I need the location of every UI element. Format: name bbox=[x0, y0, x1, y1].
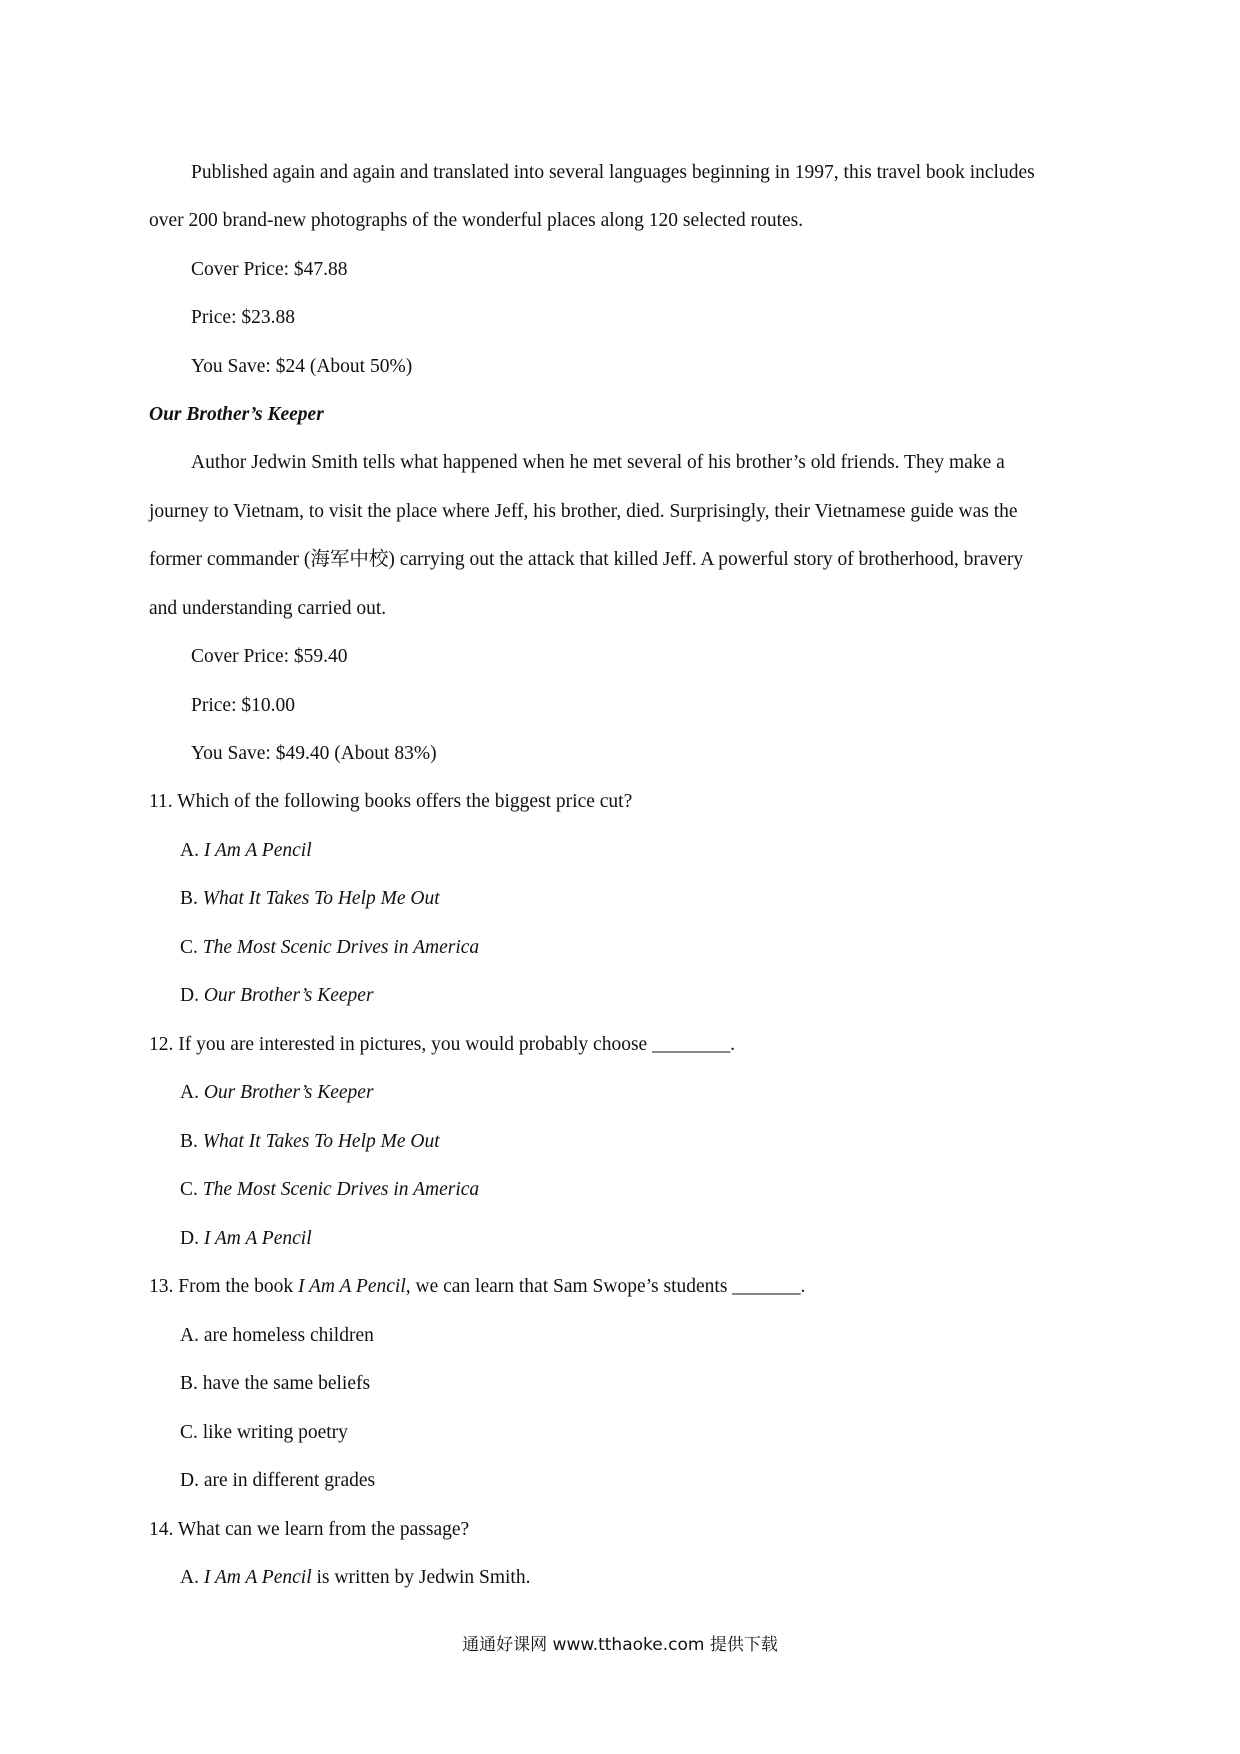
book4-description-line-2: journey to Vietnam, to visit the place where Jeff, his brother, died. Surprisingly, their Vietnamese guide was the bbox=[149, 501, 1018, 522]
book4-you-save: You Save: $49.40 (About 83%) bbox=[191, 743, 437, 764]
question-12-option-d: D. I Am A Pencil bbox=[180, 1228, 312, 1249]
question-11-stem: 11. Which of the following books offers the biggest price cut? bbox=[149, 791, 633, 812]
book4-description-line-3: former commander (海军中校) carrying out the attack that killed Jeff. A powerful story of brotherhood, bravery bbox=[149, 549, 1024, 570]
question-13-option-c: C. like writing poetry bbox=[180, 1422, 348, 1443]
book3-cover-price: Cover Price: $47.88 bbox=[191, 259, 348, 280]
question-13-option-a: A. are homeless children bbox=[180, 1325, 374, 1346]
page-footer: 通通好课网 www.tthaoke.com 提供下载 bbox=[462, 1635, 778, 1655]
question-11-option-d: D. Our Brother’s Keeper bbox=[180, 985, 374, 1006]
book4-cover-price: Cover Price: $59.40 bbox=[191, 646, 348, 667]
question-11-option-b: B. What It Takes To Help Me Out bbox=[180, 888, 440, 909]
question-12-option-c: C. The Most Scenic Drives in America bbox=[180, 1179, 480, 1200]
book4-title: Our Brother’s Keeper bbox=[149, 404, 324, 425]
book3-description-line-2: over 200 brand-new photographs of the wonderful places along 120 selected routes. bbox=[149, 210, 804, 231]
question-12-stem: 12. If you are interested in pictures, you would probably choose ________. bbox=[149, 1034, 735, 1055]
book3-you-save: You Save: $24 (About 50%) bbox=[191, 356, 413, 377]
book4-description-line-4: and understanding carried out. bbox=[149, 598, 387, 619]
book3-description-line-1: Published again and again and translated into several languages beginning in 1997, this travel book includes bbox=[191, 162, 1035, 183]
book3-price: Price: $23.88 bbox=[191, 307, 295, 328]
book4-price: Price: $10.00 bbox=[191, 695, 295, 716]
question-11-option-c: C. The Most Scenic Drives in America bbox=[180, 937, 480, 958]
question-12-option-b: B. What It Takes To Help Me Out bbox=[180, 1131, 440, 1152]
question-13-stem: 13. From the book I Am A Pencil, we can learn that Sam Swope’s students _______. bbox=[149, 1276, 806, 1297]
question-12-option-a: A. Our Brother’s Keeper bbox=[180, 1082, 374, 1103]
question-13-option-b: B. have the same beliefs bbox=[180, 1373, 371, 1394]
question-13-option-d: D. are in different grades bbox=[180, 1470, 376, 1491]
book4-description-line-1: Author Jedwin Smith tells what happened when he met several of his brother’s old friends. They make a bbox=[191, 452, 1005, 473]
question-14-stem: 14. What can we learn from the passage? bbox=[149, 1519, 470, 1540]
question-11-option-a: A. I Am A Pencil bbox=[180, 840, 312, 861]
question-14-option-a: A. I Am A Pencil is written by Jedwin Smith. bbox=[180, 1567, 531, 1588]
